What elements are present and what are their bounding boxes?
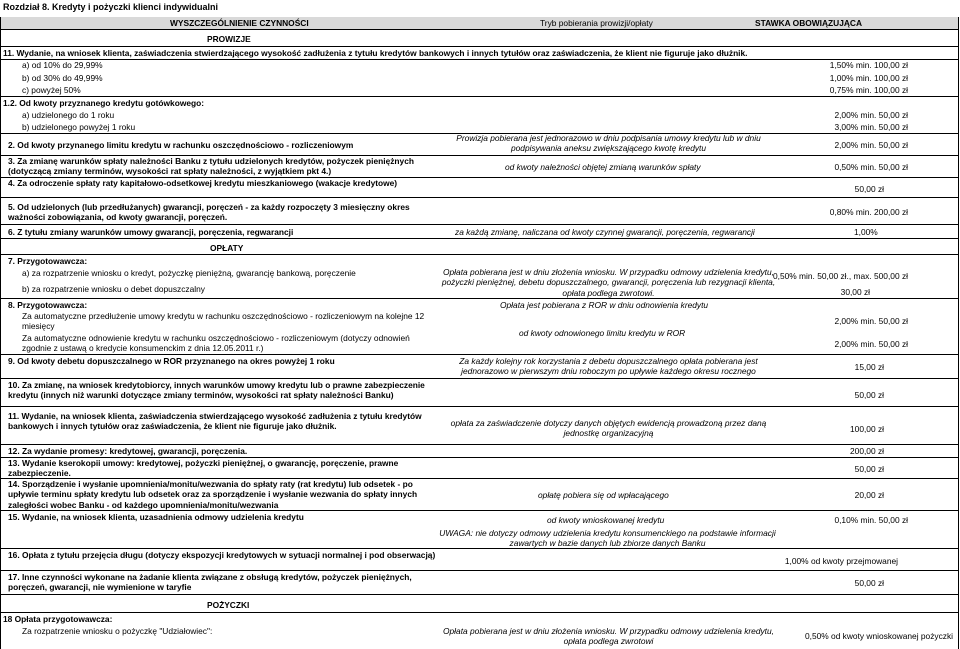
rule bbox=[0, 224, 958, 225]
rate-1-2-b: 3,00% min. 50,00 zł bbox=[834, 122, 908, 132]
section-pozyczki: POŻYCZKI bbox=[207, 600, 250, 610]
rule bbox=[0, 612, 958, 613]
row-3: 3. Za zmianę warunków spłaty należności Banku z tytułu udzielonych kredytów, pożyczek pieniężnych (dotyczącą zmiany terminów, wysokości rat spłaty należności, z wyjątkiem pkt 4.) bbox=[8, 156, 414, 177]
rule bbox=[0, 354, 958, 355]
row-9: 9. Od kwoty debetu dopuszczalnego w ROR przyznanego na okres powyżej 1 roku bbox=[8, 356, 335, 366]
row-10: 10. Za zmianę, na wniosek kredytobiorcy, innych warunków umowy kredytu lub o prawne zabezpieczenie kredytu (innych niż warunki dotyczące zmiany terminów, wysokości rat spłaty należności Banku) bbox=[8, 380, 425, 401]
header-rate: STAWKA OBOWIĄZUJĄCA bbox=[755, 18, 863, 28]
row-15: 15. Wydanie, na wniosek klienta, uzasadnienia odmowy udzielenia kredytu bbox=[8, 512, 304, 522]
section-prowizje: PROWIZJE bbox=[207, 34, 251, 44]
row-8-b: Za automatyczne odnowienie kredytu w rachunku oszczędnościowo - rozliczeniowym (dotyczy odnowień zgodnie z ustawą o kredycie konsumenckim z dnia 12.05.2011 r.) bbox=[22, 333, 410, 354]
row-13: 13. Wydanie kserokopii umowy: kredytowej, pożyczki pieniężnej, o gwarancję, poręczenie, prawne zabezpieczenie. bbox=[8, 458, 399, 479]
rate-6: 1,00% bbox=[854, 227, 878, 237]
rule bbox=[0, 378, 958, 379]
header-mode: Tryb pobierania prowizji/opłaty bbox=[540, 18, 653, 28]
rate-12: 200,00 zł bbox=[850, 446, 884, 456]
rule bbox=[0, 444, 958, 445]
rate-1-1-c: 0,75% min. 100,00 zł bbox=[829, 85, 908, 95]
row-2: 2. Od kwoty przynanego limitu kredytu w rachunku oszczędnościowo - rozliczeniowym bbox=[8, 140, 354, 150]
mode-6: za każdą zmianę, naliczana od kwoty czynnej gwarancji, poręczenia, regwarancji bbox=[455, 227, 755, 237]
rule bbox=[0, 96, 958, 97]
row-5: 5. Od udzielonych (lub przedłużanych) gwarancji, poręczeń - za każdy rozpoczęty 3 miesięczny okres ważności zobowiązania, od kwoty gwarancji, poręczeń. bbox=[8, 202, 410, 223]
header-description: WYSZCZEGÓLNIENIE CZYNNOŚCI bbox=[170, 18, 309, 28]
rate-3: 0,50% min. 50,00 zł bbox=[834, 162, 908, 172]
rule bbox=[0, 298, 958, 299]
rate-10: 50,00 zł bbox=[854, 390, 884, 400]
row-17: 17. Inne czynności wykonane na żadanie klienta związane z obsługą kredytów, pożyczek pieniężnych, poręczeń, gwarancji, nie wymienione w taryfie bbox=[8, 572, 412, 593]
rule bbox=[0, 197, 958, 198]
row-1-1-b: b) od 30% do 49,99% bbox=[22, 73, 103, 83]
mode-8: Opłata jest pobierana z ROR w dniu odnowienia kredytu bbox=[500, 300, 709, 310]
row-12: 12. Za wydanie promesy: kredytowej, gwarancji, poręczenia. bbox=[8, 446, 248, 456]
rate-14: 20,00 zł bbox=[854, 490, 884, 500]
uwaga-15: UWAGA: nie dotyczy odmowy udzielenia kredytu konsumenckiego na podstawie informacji zawartych w bazie danych lub zbiorze danych Banku bbox=[439, 528, 776, 549]
row-4: 4. Za odroczenie spłaty raty kapitałowo-odsetkowej kredytu mieszkaniowego (wakacje kredytowe) bbox=[8, 178, 398, 188]
rate-11: 100,00 zł bbox=[850, 424, 884, 434]
row-7-a: a) za rozpatrzenie wniosku o kredyt, pożyczkę pieniężną, gwarancję bankową, poręczenie bbox=[22, 268, 356, 278]
row-8-a: Za automatyczne przedłużenie umowy kredytu w rachunku oszczędnościowo - rozliczeniowym na kolejne 12 miesięcy bbox=[22, 311, 425, 332]
rate-1-2-a: 2,00% min. 50,00 zł bbox=[834, 110, 908, 120]
rate-16: 1,00% od kwoty przejmowanej bbox=[784, 556, 898, 566]
rule bbox=[0, 254, 958, 255]
rule bbox=[0, 238, 958, 239]
rule bbox=[0, 594, 958, 595]
rate-2: 2,00% min. 50,00 zł bbox=[834, 140, 908, 150]
row-1-2: 1.2. Od kwoty przyznanego kredytu gotówkowego: bbox=[3, 98, 205, 108]
rate-8-b: 2,00% min. 50,00 zł bbox=[834, 339, 908, 349]
row-1-1-c: c) powyżej 50% bbox=[22, 85, 81, 95]
rate-7-a: 0,50% min. 50,00 zł., max. 500,00 zł bbox=[772, 271, 908, 281]
header-rule bbox=[0, 29, 958, 30]
mode-18: Opłata pobierana jest w dniu złożenia wniosku. W przypadku odmowy udzielenia kredytu, opłata podlega zwrotowi bbox=[443, 626, 774, 647]
row-1-1-a: a) od 10% do 29,99% bbox=[22, 60, 103, 70]
column-rule-right bbox=[958, 17, 959, 649]
rate-8-a: 2,00% min. 50,00 zł bbox=[834, 316, 908, 326]
rate-17: 50,00 zł bbox=[854, 578, 884, 588]
row-16: 16. Opłata z tytułu przejęcia długu (dotyczy ekspozycji kredytowych w sytuacji normalnej i pod obserwacją) bbox=[8, 550, 436, 560]
row-1-2-a: a) udzielonego do 1 roku bbox=[22, 110, 115, 120]
mode-14: opłatę pobiera się od wpłacającego bbox=[538, 490, 669, 500]
rule bbox=[0, 46, 958, 47]
row-6: 6. Z tytułu zmiany warunków umowy gwarancji, poręczenia, regwarancji bbox=[8, 227, 294, 237]
rate-4: 50,00 zł bbox=[854, 184, 884, 194]
rate-5: 0,80% min. 200,00 zł bbox=[829, 207, 908, 217]
rule bbox=[0, 570, 958, 571]
rate-13: 50,00 zł bbox=[854, 464, 884, 474]
row-18: 18 Opłata przygotowawcza: bbox=[3, 614, 113, 624]
row-8: 8. Przygotowawcza: bbox=[8, 300, 88, 310]
row-18-a: Za rozpatrzenie wniosku o pożyczkę "Udziałowiec": bbox=[22, 626, 213, 636]
mode-15: od kwoty wnioskowanej kredytu bbox=[547, 515, 665, 525]
row-1-2-b: b) udzielonego powyżej 1 roku bbox=[22, 122, 136, 132]
rule bbox=[0, 406, 958, 407]
mode-11: opłata za zaświadczenie dotyczy danych objętych ewidencją prowadzoną przez daną jednostkę organizacyjną bbox=[450, 418, 767, 439]
row-11: 11. Wydanie, na wniosek klienta, zaświadczenia stwierdzającego wysokość zadłużenia z tytułu kredytów bankowych i innych tytułów oraz zaświadczenia, że klient nie figuruje jako dłużnik. bbox=[8, 411, 422, 432]
row-7-b: b) za rozpatrzenie wniosku o debet dopuszczalny bbox=[22, 284, 205, 294]
mode-9: Za każdy kolejny rok korzystania z debetu dopuszczalnego opłata pobierana jest jednorazowo w pierwszym dniu roboczym po upływie każdego okresu rocznego bbox=[459, 356, 758, 377]
rate-1-1-a: 1,50% min. 100,00 zł bbox=[829, 60, 908, 70]
mode-2: Prowizja pobierana jest jednorazowo w dniu podpisania umowy kredytu lub w dniu podpisywania aneksu zwiększającego kwotę kredytu bbox=[456, 133, 761, 154]
row-1-1: 11. Wydanie, na wniosek klienta, zaświadczenia stwierdzającego wysokość zadłużenia z tytułu kredytów bankowych i innych tytułów oraz zaświadczenia, że klient nie figuruje jako dłużnik. bbox=[3, 48, 748, 58]
rate-7-b: 30,00 zł bbox=[840, 287, 870, 297]
rate-1-1-b: 1,00% min. 100,00 zł bbox=[829, 73, 908, 83]
rate-18: 0,50% od kwoty wnioskowanej pożyczki bbox=[804, 631, 953, 641]
row-7: 7. Przygotowawcza: bbox=[8, 256, 88, 266]
page-title: Rozdział 8. Kredyty i pożyczki klienci indywidualni bbox=[3, 2, 219, 12]
rule bbox=[0, 510, 958, 511]
section-oplaty: OPŁATY bbox=[210, 243, 244, 253]
column-rule-left bbox=[0, 17, 1, 649]
rate-9: 15,00 zł bbox=[854, 362, 884, 372]
rule bbox=[0, 548, 958, 549]
mode-7: Opłata pobierana jest w dniu złożenia wniosku. W przypadku odmowy udzielenia kredytu, pożyczki pieniężnej, debetu dopuszczalnego, gwarancji, poręczenia lub rezygnacji klienta, opłata podlega zwrotowi. bbox=[441, 267, 776, 298]
row-14: 14. Sporządzenie i wysłanie upomnienia/monitu/wezwania do spłaty raty (rat kredytu) lub odsetek - po upływie terminu spłaty kredytu lub odsetek oraz za sporządzenie i wysłanie wezwania do spłaty innych zaległości wobec Banku - od każdego upomnienia/monitu/wezwania bbox=[8, 479, 418, 510]
rate-15: 0,10% min. 50,00 zł bbox=[834, 515, 908, 525]
mode-8-2: od kwoty odnowionego limitu kredytu w ROR bbox=[519, 328, 686, 338]
mode-3: od kwoty należności objętej zmianą warunków spłaty bbox=[505, 162, 701, 172]
